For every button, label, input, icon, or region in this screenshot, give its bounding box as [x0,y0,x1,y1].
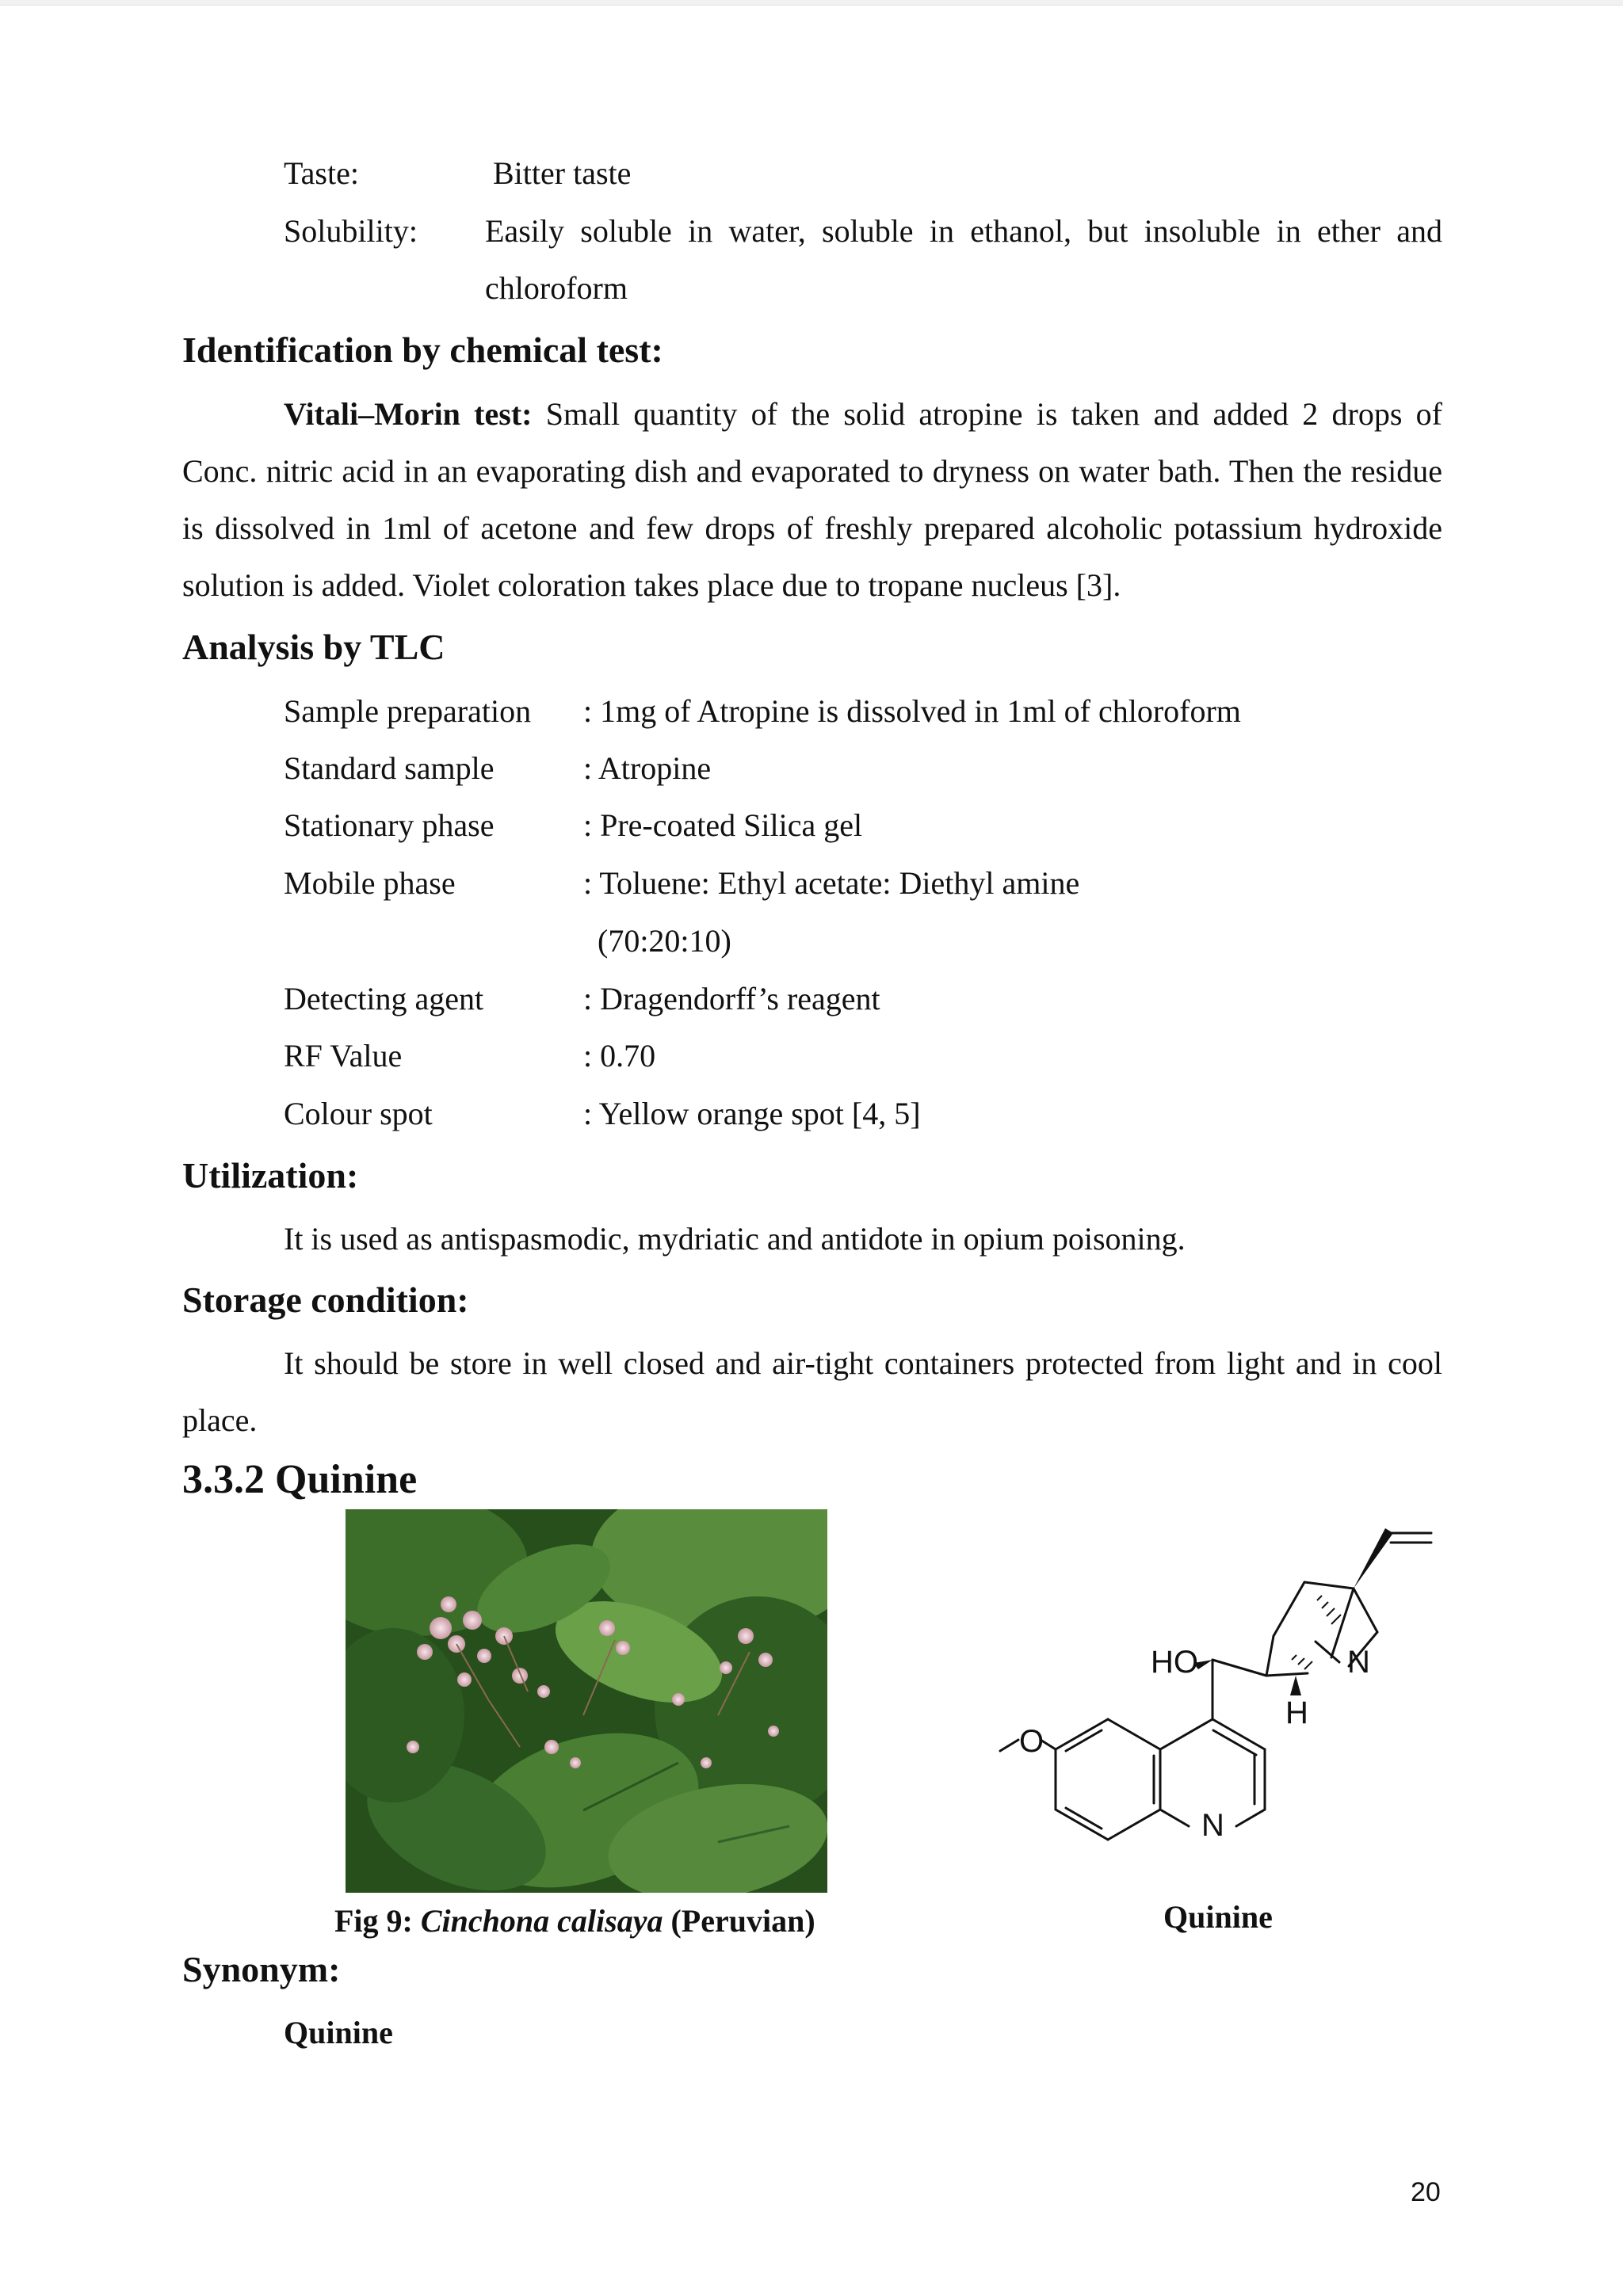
quinine-structure [991,1505,1466,1886]
figure-caption-prefix: Fig 9: [334,1903,421,1939]
quinine-structure-diagram [991,1505,1466,1886]
atom-n-bridge: N [1347,1645,1370,1680]
tlc-label-sample-preparation: Sample preparation [284,693,532,729]
tlc-value-rf-value: : 0.70 [583,1038,656,1074]
tlc-value-mobile-phase-ratio: (70:20:10) [598,923,731,959]
atom-h: H [1285,1695,1308,1730]
utilization-text: It is used as antispasmodic, mydriatic and antidote in opium poisoning. [284,1221,1186,1257]
tlc-value-mobile-phase: : Toluene: Ethyl acetate: Diethyl amine [583,865,1080,901]
atom-n-ring: N [1201,1808,1224,1843]
atom-ho: HO [1151,1645,1198,1680]
taste-value: Bitter taste [493,155,632,191]
synonym-heading: Synonym: [182,1949,341,1989]
figure-caption [334,1902,815,1939]
top-edge [0,0,1623,6]
synonym-value: Quinine [284,2015,393,2050]
figure-caption-suffix: (Peruvian) [663,1903,815,1939]
structure-caption: Quinine [1163,1899,1273,1935]
cinchona-photo-art [346,1509,827,1893]
tlc-heading: Analysis by TLC [182,627,445,667]
tlc-label-mobile-phase: Mobile phase [284,865,456,901]
tlc-value-standard-sample: : Atropine [583,750,712,786]
tlc-value-stationary-phase: : Pre-coated Silica gel [583,807,863,843]
page-number: 20 [1411,2177,1441,2207]
tlc-label-stationary-phase: Stationary phase [284,807,495,843]
cinchona-photo [346,1509,827,1893]
figure-caption-species: Cinchona calisaya [420,1903,663,1939]
solubility-label: Solubility: [284,213,418,249]
atom-o: O [1019,1724,1044,1759]
test-text: Small quantity of the solid atropine is taken and added 2 drops of Conc. nitric acid in an evaporating dish and evaporated to dryness on water bath. Then the residue is dissolved in 1ml of acetone and few drops of freshly prepared alcoholic potassium hydroxide solution is added. Violet coloration takes place due to tropane nucleus [3]. [182,396,1442,603]
storage-text: It should be store in well closed and air-tight containers protected from light and in cool place. [182,1345,1442,1438]
tlc-value-colour-spot: : Yellow orange spot [4, 5] [583,1096,921,1131]
utilization-heading: Utilization: [182,1155,359,1196]
test-name: Vitali–Morin test: [284,396,533,432]
tlc-value-detecting-agent: : Dragendorff’s reagent [583,981,880,1016]
storage-heading: Storage condition: [182,1280,469,1320]
section-heading: 3.3.2 Quinine [182,1457,418,1502]
tlc-value-sample-preparation: : 1mg of Atropine is dissolved in 1ml of chloroform [583,693,1241,729]
tlc-label-standard-sample: Standard sample [284,750,495,786]
identification-paragraph [182,386,1442,614]
tlc-label-detecting-agent: Detecting agent [284,981,484,1016]
taste-label: Taste: [284,155,359,191]
identification-heading: Identification by chemical test: [182,330,663,370]
tlc-label-colour-spot: Colour spot [284,1096,433,1131]
tlc-label-rf-value: RF Value [284,1038,403,1074]
solubility-value: Easily soluble in water, soluble in ethanol, but insoluble in ether and chloroform [485,213,1442,306]
